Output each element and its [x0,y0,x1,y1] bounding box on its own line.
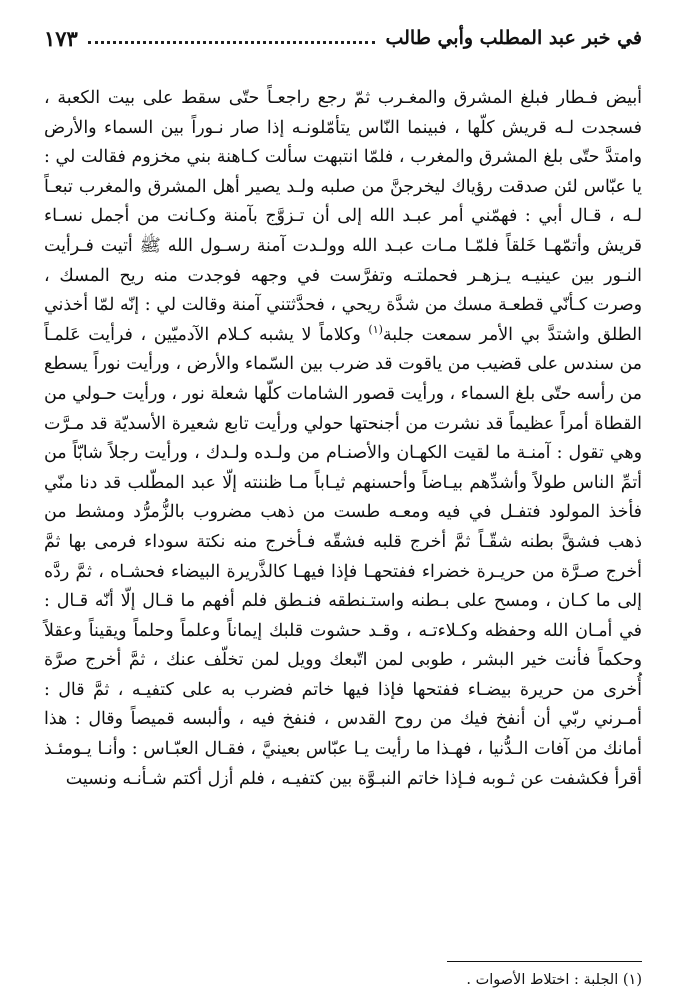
header-dotted-leader [88,41,376,44]
running-header [44,18,642,58]
page-number: ١٧٣ [44,25,78,51]
book-page [44,18,642,993]
footnote-divider [447,961,642,962]
body-text-part-1: أبيض فـطار فبلغ المشرق والمغـرب ثمّ رجع راجعـاً حتّى سقط على بيت الكعبة ، فسجدت لـه قريش كلّها ، فبينما النّاس يتأمّلونـه إذا صار نـوراً بين السماء والأرض وامتدَّ حتّى بلغ المشرق والمغرب ، فلمّا انتبهت سألت كـاهنة بني مخزوم فقالت لي : يا عبّاس لئن صدقت رؤياك ليخرجنَّ من صلبه ولـد يصير أهل المشرق والمغرب تبعـاً لـه ، قـال أبي : فهمّني أمر عبـد الله إلى أن تـزوَّج بآمنة وكـانت من أجمل نسـاء قريش وأتمّهـا خَلقاً فلمّـا مـات عبـد الله وولـدت آمنة رسـول الله ﷺ أتيت فـرأيت النـور بين عينيـه يـزهـر فحملتـه وتفرَّست في وجهه فوجدت منه ريح المسك ، وصرت كـأنّي قطعـة مسك من شدَّة ريحي ، فحدَّثتني آمنة وقالت لي : إنّه لمّا أخذني الطلق واشتدَّ بي الأمر سمعت جلبة [44,88,643,345]
header-title: في خبر عبد المطلب وأبي طالب [385,27,642,49]
footnote: (١) الجلبة : اختلاط الأصوات . [466,972,642,988]
footnote-reference: (١) [368,322,383,336]
body-text-part-2: وكلاماً لا يشبه كـلام الآدميّين ، فرأيت عَلمـاً من سندس على قضيب من ياقوت قد ضرب بين السّماء والأرض ، ورأيت نوراً يسطع من رأسه حتّى بلغ السماء ، ورأيت قصور الشامات كلّها شعلة نور ، ورأيت حـولي من القطاة أمراً عظيماً قد نشرت من أجنحتها حولي ورأيت تابع شعيرة الأسديّة قد مـرَّت وهي تقول : آمنـة ما لقيت الكهـان والأصنـام من ولـده ولـدك ، ورأيت رجلاً شابّاً من أتمِّ الناس طولاً وأشدِّهم بيـاضاً وأحسنهم ثيـاباً مـا ظننته إلّا عبد المطّلب قد دنا منّي فأخذ المولود فتفـل في فيه ومعـه طست من ذهب مضروب بالزُّمرُّد ومشط من ذهب فشقَّ بطنه شقّـاً ثمَّ أخرج قلبه فشقّه فـأخرج منه نكتة سوداء فرمى بها ثمَّ أخرج صـرَّة من حريـرة خضراء ففتحهـا فإذا فيهـا كالذَّريرة البيضاء فحشـاه ، ثمَّ ردَّه إلى ما كـان ، ومسح على بـطنه واستـنطقه فنـطق فلم أفهم ما قـال إلّا أنّه قـال : في أمـان الله وحفظه وكـلاءتـه ، وقـد حشوت قلبك إيماناً وعلماً وحلماً ويقيناً وعقلاً وحكماً فأنت خير البشر ، طوبى لمن اتّبعك وويل لمن تخلّف عنك ، ثمَّ أخرج صرَّة أُخرى من حريرة بيضـاء ففتحها فإذا فيها خاتم فضرب به على كتفيـه ، ثمَّ قال : أمـرني ربّي أن أنفخ فيك من روح القدس ، فنفخ فيه ، وألبسه قميصاً وقال : هذا أمانك من آفات الـدُّنيا ، فهـذا ما رأيت يـا عبّاس بعينيَّ ، فقـال العبّـاس : وأنـا يـومئـذ أقرأ فكشفت عن ثـوبه فـإذا خاتم النبـوَّة بين كتفيـه ، فلم أزل أكتم شـأنـه ونسيت [44,324,642,789]
body-paragraph [44,84,642,794]
main-text [44,84,642,794]
